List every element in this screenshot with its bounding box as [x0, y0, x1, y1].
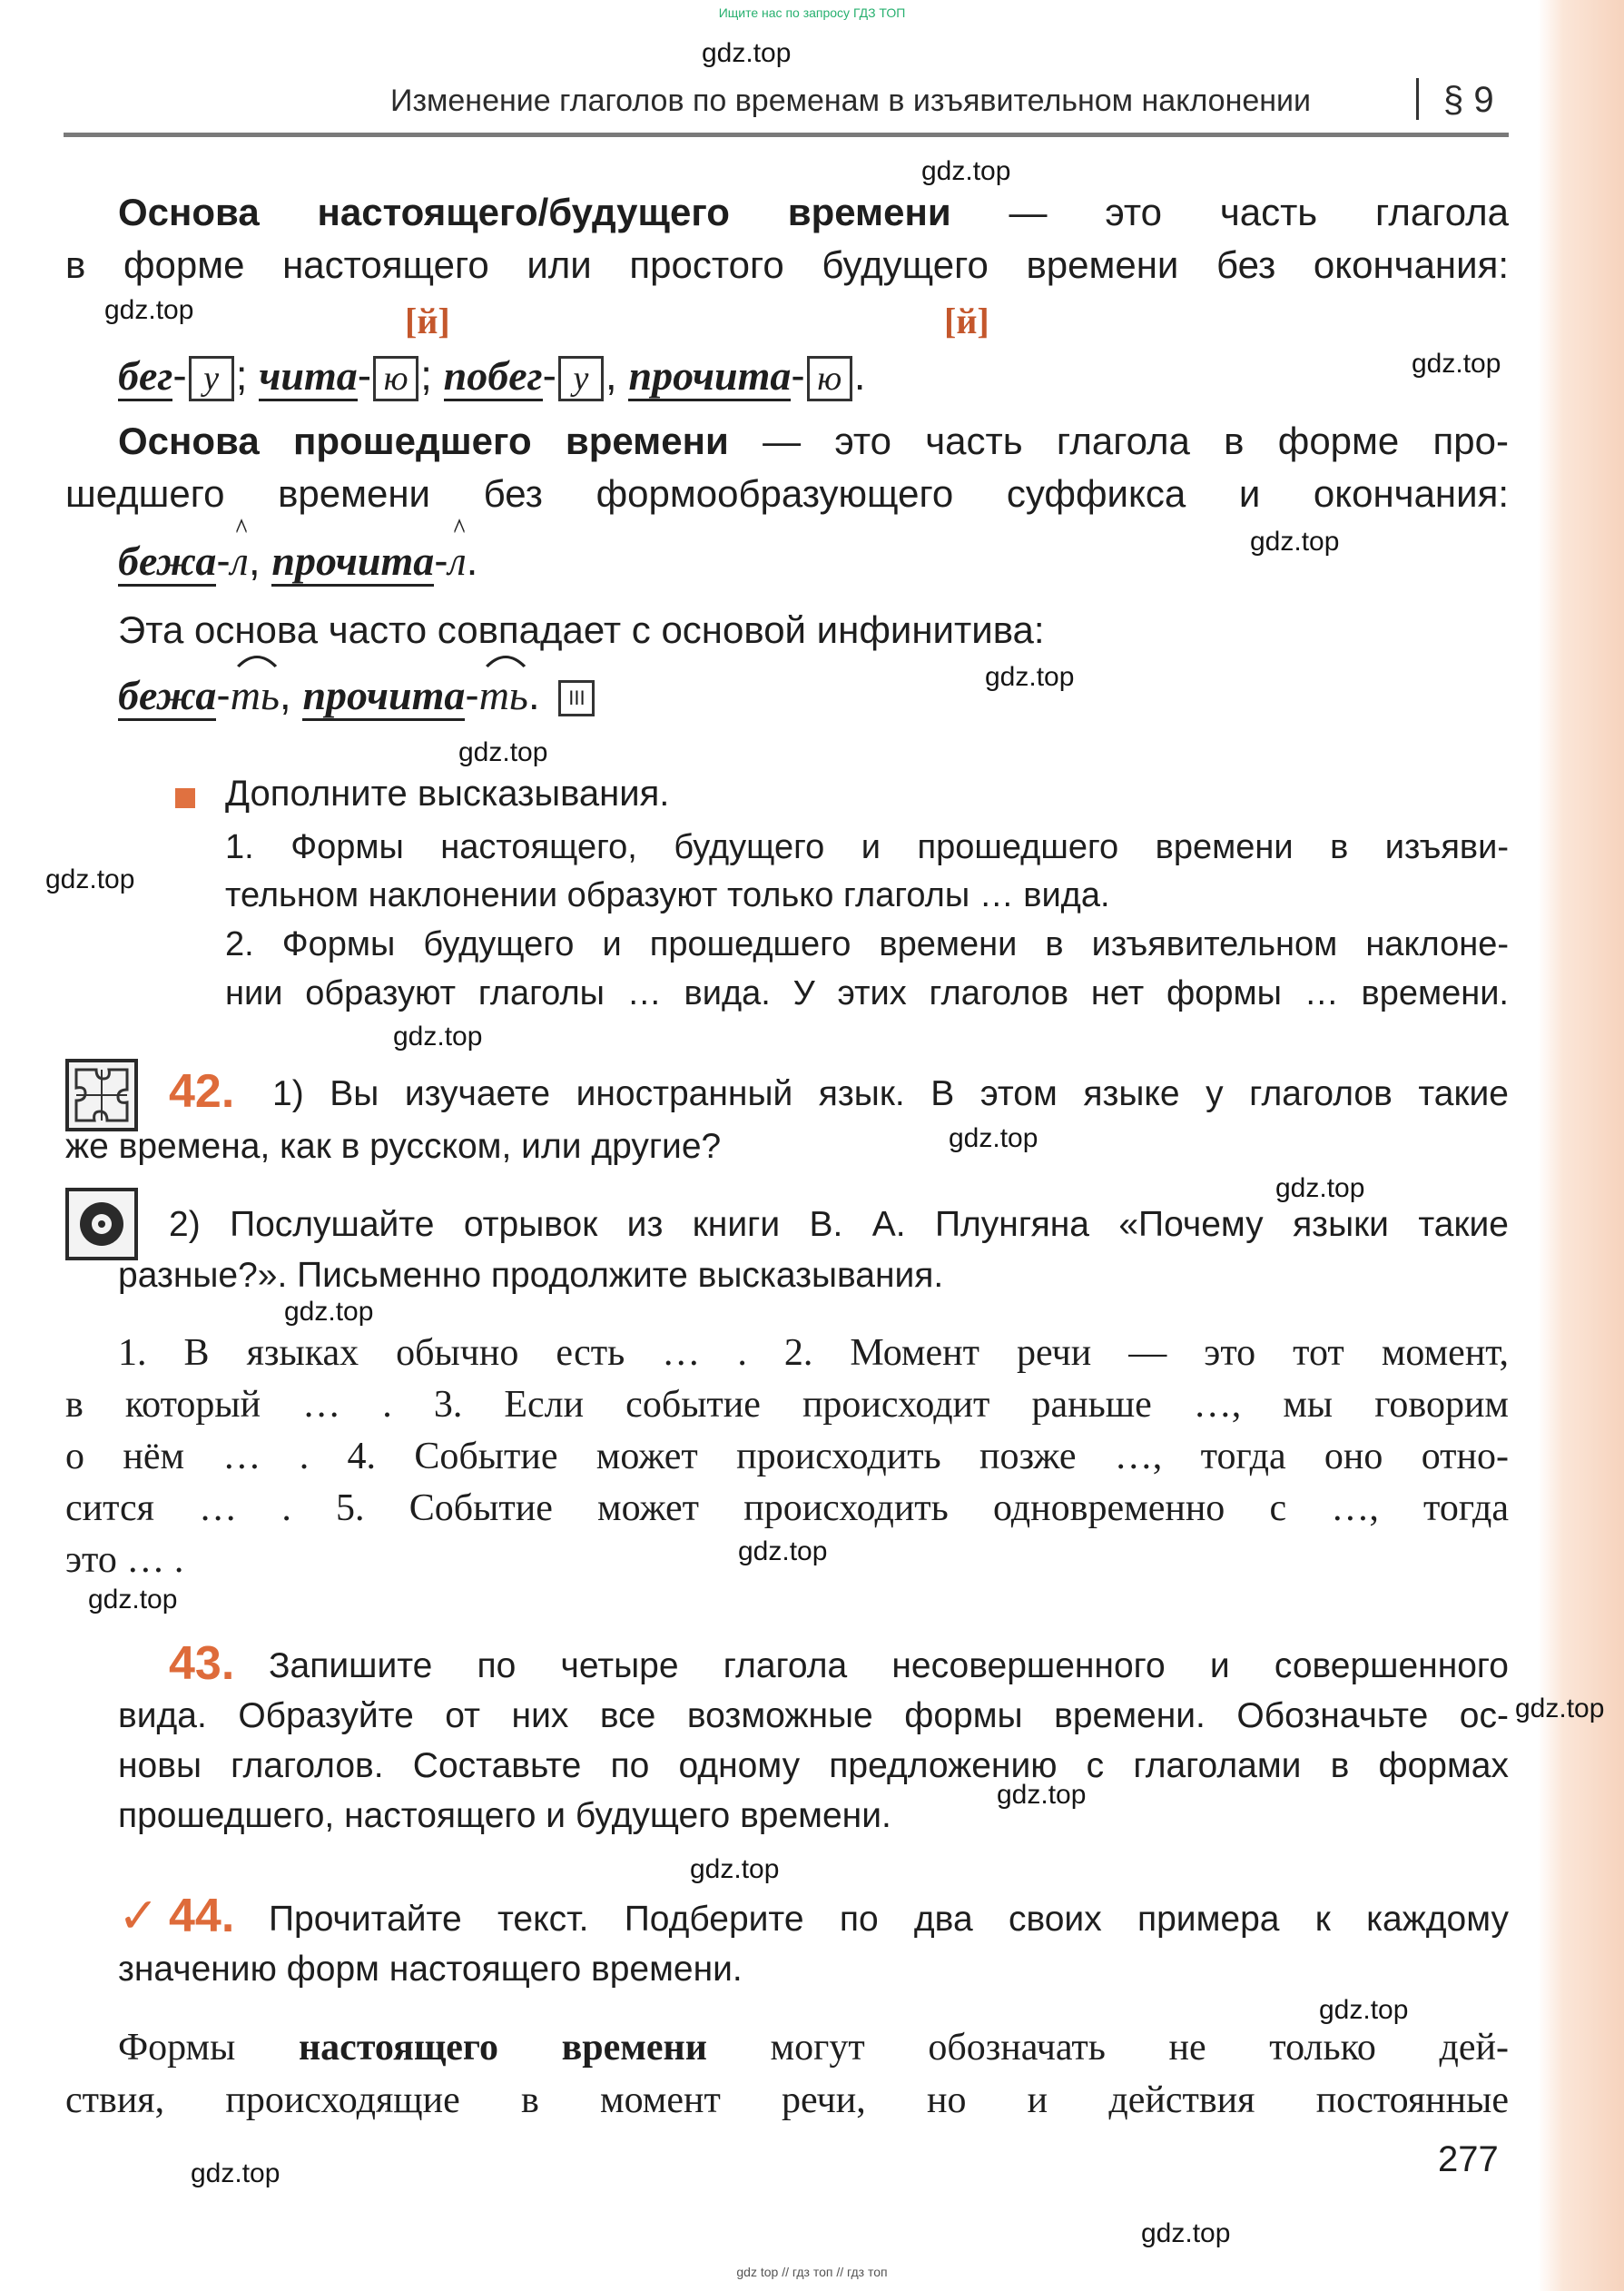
rule1-line2: в форме настоящего или простого будущего времени без окончания: [65, 243, 1509, 286]
rule1-line1: Основа настоящего/будущего времени — это часть глагола [118, 191, 1509, 233]
watermark: gdz.top [1141, 2218, 1231, 2248]
header-separator [1416, 78, 1419, 120]
watermark: gdz.top [1319, 1995, 1409, 2025]
header-title: Изменение глаголов по временам в изъявительном наклонении [390, 84, 1312, 118]
task-line: 1. Формы настоящего, будущего и прошедшего времени в изъяви- [225, 828, 1509, 866]
ex42-text-line: о нём … . 4. Событие может происходить позже …, тогда оно отно- [65, 1436, 1509, 1477]
watermark: gdz.top [1250, 527, 1340, 557]
ending-box: у [189, 356, 234, 401]
section-number: § 9 [1443, 80, 1494, 120]
present-stem-examples: бег- у ; чита- ю ; побег- у , прочита- ю . [118, 345, 1117, 405]
ending-box: ю [373, 356, 418, 401]
ex42-text-line: в который … . 3. Если событие происходит раньше …, мы говорим [65, 1384, 1509, 1426]
ex42-text-line: 1. В языках обычно есть … . 2. Момент речи — это тот момент, [118, 1332, 1509, 1374]
stem: бег [118, 352, 172, 401]
watermark: gdz.top [1275, 1173, 1365, 1203]
page-number: 277 [1438, 2139, 1499, 2179]
ex42-text-line: это … . [65, 1539, 184, 1581]
table-box-icon: III [558, 680, 595, 716]
watermark: gdz.top [1412, 349, 1501, 379]
stem: бежа [118, 672, 216, 721]
watermark: gdz.top [284, 1297, 374, 1327]
watermark: gdz.top [949, 1123, 1038, 1153]
watermark: gdz.top [393, 1022, 483, 1052]
task-title: Дополните высказывания. [225, 774, 670, 814]
page-edge-shading [1538, 0, 1624, 2291]
ex42-part2-line: разные?». Письменно продолжите высказывания. [118, 1256, 944, 1295]
stem: прочита [271, 538, 434, 587]
rule2-term: Основа прошедшего времени [118, 420, 729, 462]
suffix: ть [479, 666, 528, 726]
watermark: gdz.top [1515, 1694, 1605, 1723]
puzzle-icon [65, 1059, 138, 1131]
ex42-part2-line: 2) Послушайте отрывок из книги В. А. Плунгяна «Почему языки такие [169, 1205, 1509, 1244]
ex42-part1-line: 1) Вы изучаете иностранный язык. В этом языке у глаголов такие [272, 1074, 1509, 1113]
running-header [390, 80, 1516, 125]
exercise-number-42: 42. [169, 1065, 235, 1118]
watermark: gdz.top [690, 1854, 780, 1884]
bottom-note: gdz top // гдз топ // гдз топ [736, 2265, 888, 2279]
rule2-line2: шедшего времени без формообразующего суффикса и окончания: [65, 472, 1509, 515]
stem: прочита [628, 352, 791, 401]
stem: прочита [302, 672, 465, 721]
ending-box: у [558, 356, 604, 401]
ex44-line: Прочитайте текст. Подберите по два своих примера к каждому [269, 1900, 1509, 1939]
ex42-part1-line: же времена, как в русском, или другие? [65, 1127, 722, 1166]
ex43-line: Запишите по четыре глагола несовершенного и совершенного [269, 1646, 1509, 1685]
rule1-term: Основа настоящего/будущего времени [118, 191, 951, 233]
suffix: л [448, 531, 467, 591]
watermark: gdz.top [702, 38, 792, 68]
stem: бежа [118, 538, 216, 587]
exercise-number-43: 43. [169, 1637, 235, 1690]
infinitive-examples: бежа- ть, прочита- ть. III [118, 665, 808, 725]
watermark: gdz.top [997, 1780, 1087, 1810]
yot-mark: [й] [405, 301, 450, 341]
task-line: 2. Формы будущего и прошедшего времени в изъявительном наклоне- [225, 925, 1509, 963]
ending-box: ю [807, 356, 852, 401]
task-line: тельном наклонении образуют только глаголы … вида. [225, 876, 1110, 914]
audio-disc-icon [65, 1188, 138, 1260]
final-text-line: Формы настоящего времени могут обозначать не только дей- [118, 2027, 1509, 2069]
ex42-text-line: сится … . 5. Событие может происходить одновременно с …, тогда [65, 1487, 1509, 1529]
watermark: gdz.top [45, 864, 135, 894]
term-present-tense: настоящего времени [298, 2027, 707, 2069]
rule2-note: Эта основа часто совпадает с основой инфинитива: [118, 608, 1045, 651]
checkmark-icon: ✓ [118, 1889, 160, 1943]
ex43-line: прошедшего, настоящего и будущего времени. [118, 1796, 891, 1835]
watermark: gdz.top [738, 1536, 828, 1566]
header-rule [64, 133, 1509, 137]
watermark: gdz.top [458, 737, 548, 767]
ex44-line: значению форм настоящего времени. [118, 1950, 743, 1989]
watermark: gdz.top [104, 295, 194, 325]
final-text-line: ствия, происходящие в момент речи, но и действия постоянные [65, 2079, 1509, 2121]
top-note: Ищите нас по запросу ГДЗ ТОП [718, 5, 906, 20]
yot-mark: [й] [944, 301, 989, 341]
ex43-line: вида. Образуйте от них все возможные формы времени. Обозначьте ос- [118, 1696, 1509, 1735]
past-stem-examples: бежа- л, прочита- л. [118, 530, 753, 590]
suffix: ть [231, 666, 280, 726]
ex43-line: новы глаголов. Составьте по одному предложению с глаголами в формах [118, 1746, 1509, 1785]
watermark: gdz.top [88, 1585, 178, 1615]
rule2-line1: Основа прошедшего времени — это часть глагола в форме про- [118, 420, 1509, 462]
stem: чита [259, 352, 358, 401]
task-line: нии образуют глаголы … вида. У этих глаголов нет формы … времени. [225, 974, 1509, 1012]
watermark: gdz.top [921, 156, 1011, 186]
watermark: gdz.top [191, 2158, 281, 2188]
stem: побег [444, 352, 543, 401]
exercise-number-44: 44. [169, 1890, 235, 1942]
watermark: gdz.top [985, 662, 1075, 692]
task-bullet [175, 788, 195, 808]
suffix: л [231, 531, 249, 591]
